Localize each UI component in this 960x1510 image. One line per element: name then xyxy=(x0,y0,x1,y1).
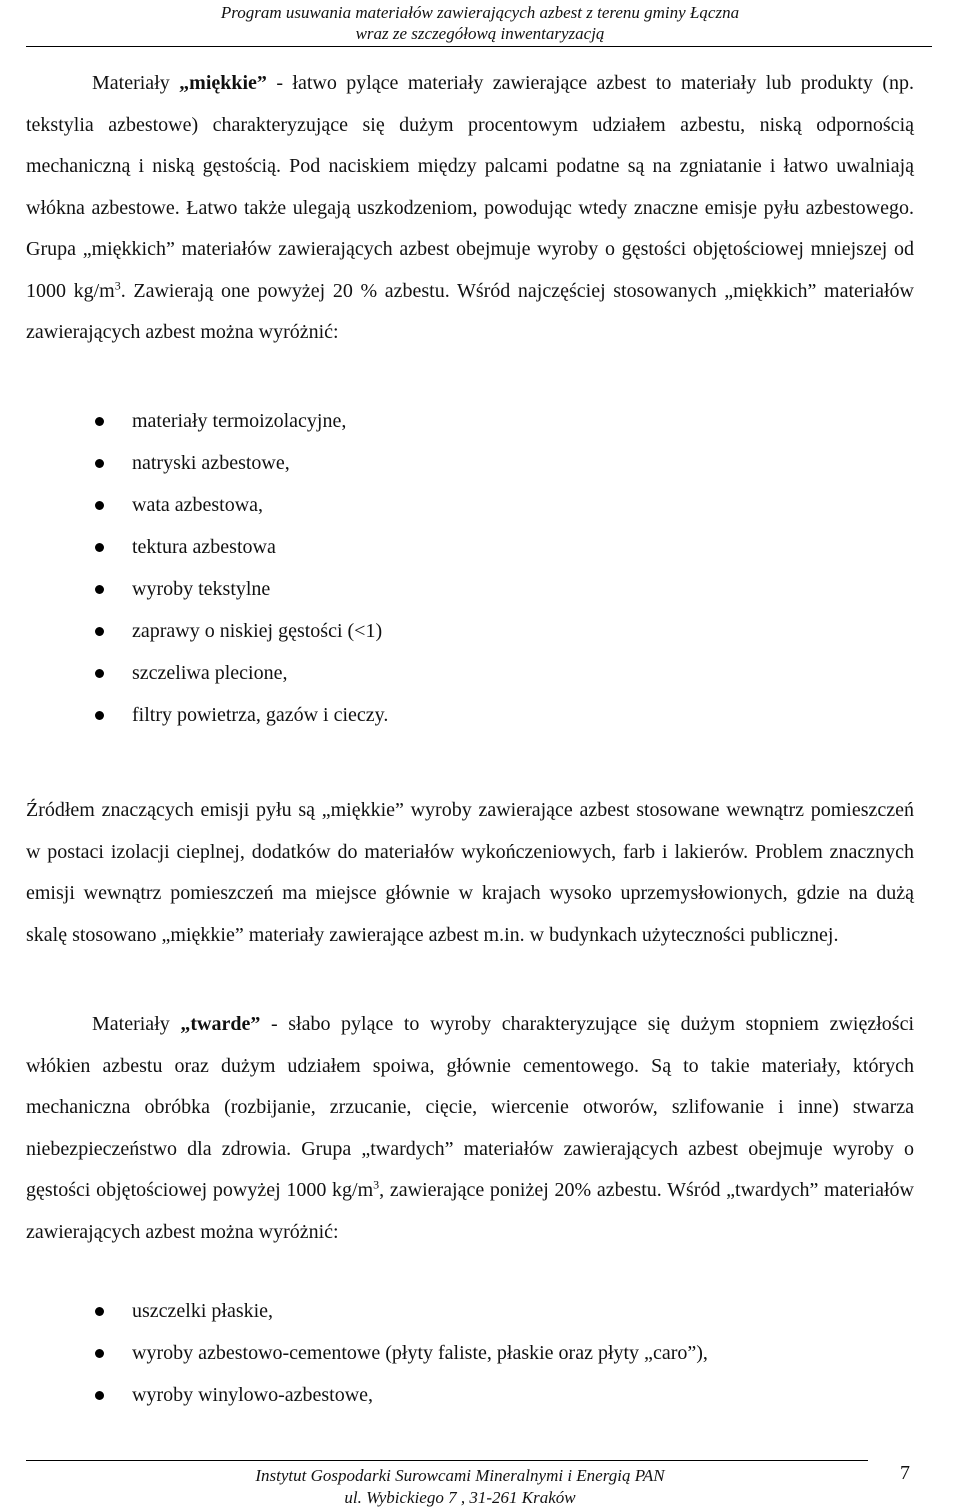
bullet-icon xyxy=(95,627,104,636)
hard-materials-list xyxy=(90,1290,708,1416)
list-item: filtry powietrza, gazów i cieczy. xyxy=(90,694,388,736)
soft-intro-text: Materiały xyxy=(92,72,180,94)
bullet-icon xyxy=(95,1307,104,1316)
list-item: wata azbestowa, xyxy=(90,484,388,526)
hard-term: „twarde” xyxy=(180,1013,261,1035)
soft-body-text-end: . Zawierają one powyżej 20 % azbestu. Wśród najczęściej stosowanych „miękkich” materiałów zawierających azbest można wyróżnić: xyxy=(26,279,914,343)
bullet-icon xyxy=(95,669,104,678)
soft-materials-list xyxy=(90,400,388,736)
bullet-icon xyxy=(95,501,104,510)
bullet-icon xyxy=(95,585,104,594)
list-item: szczeliwa plecione, xyxy=(90,652,388,694)
footer-divider xyxy=(26,1460,868,1461)
list-item: tektura azbestowa xyxy=(90,526,388,568)
list-item: materiały termoizolacyjne, xyxy=(90,400,388,442)
soft-superscript: 3 xyxy=(114,277,121,292)
hard-materials-paragraph xyxy=(26,1004,914,1253)
bullet-icon xyxy=(95,1391,104,1400)
list-item: wyroby azbestowo-cementowe (płyty faliste, płaskie oraz płyty „caro”), xyxy=(90,1332,708,1374)
bullet-icon xyxy=(95,711,104,720)
bullet-icon xyxy=(95,543,104,552)
running-footer xyxy=(210,1465,710,1509)
bullet-icon xyxy=(95,417,104,426)
bullet-icon xyxy=(95,459,104,468)
hard-intro-text: Materiały xyxy=(92,1013,181,1035)
soft-materials-paragraph xyxy=(26,63,914,354)
list-item: zaprawy o niskiej gęstości (<1) xyxy=(90,610,388,652)
soft-term: „miękkie” xyxy=(179,72,267,94)
hard-body-text-end: , zawierające poniżej 20% azbestu. Wśród „twardych” materiałów zawierających azbest można wyróżnić: xyxy=(26,1179,914,1243)
hard-body-text: - słabo pylące to wyroby charakteryzujące się dużym stopniem zwięzłości włókien azbestu oraz dużym udziałem spoiwa, głównie cementowego. Są to takie materiały, których mechaniczna obróbka (rozbijanie, zrzucanie, cięcie, wiercenie otworów, szlifowanie i inne) stwarza niebezpieczeństwo dla zdrowia. Grupa „twardych” materiałów zawierających azbest obejmuje wyroby o gęstości objętościowej powyżej 1000 kg/m xyxy=(26,1013,914,1201)
list-item: natryski azbestowe, xyxy=(90,442,388,484)
hard-superscript: 3 xyxy=(373,1177,380,1192)
list-item: wyroby tekstylne xyxy=(90,568,388,610)
header-line-2: wraz ze szczegółową inwentaryzacją xyxy=(355,24,605,43)
running-header xyxy=(0,2,960,44)
header-line-1: Program usuwania materiałów zawierających azbest z terenu gminy Łączna xyxy=(220,3,740,22)
bullet-icon xyxy=(95,1349,104,1358)
list-item: wyroby winylowo-azbestowe, xyxy=(90,1374,708,1416)
soft-body-text: - łatwo pylące materiały zawierające azbest to materiały lub produkty (np. tekstylia azbestowe) charakteryzujące się dużym procentowym udziałem azbestu, niską odpornością mechaniczną i niską gęstością. Pod naciskiem między palcami podatne są na zgniatanie i łatwo uwalniają włókna azbestowe. Łatwo także ulegają uszkodzeniom, powodując wtedy znaczne emisje pyłu azbestowego. Grupa „miękkich” materiałów zawierających azbest obejmuje wyroby o gęstości objętościowej mniejszej od 1000 kg/m xyxy=(26,72,914,302)
header-divider xyxy=(26,46,932,47)
page-number: 7 xyxy=(900,1462,910,1484)
emission-sources-paragraph: Źródłem znaczących emisji pyłu są „miękkie” wyroby zawierające azbest stosowane wewnątrz pomieszczeń w postaci izolacji cieplnej, dodatków do materiałów wykończeniowych, farb i lakierów. Problem znacznych emisji wewnątrz pomieszczeń ma miejsce głównie w krajach wysoko uprzemysłowionych, gdzie na dużą skalę stosowano „miękkie” materiały zawierające azbest m.in. w budynkach użyteczności publicznej. xyxy=(26,799,914,946)
footer-line-1: Instytut Gospodarki Surowcami Mineralnymi i Energią PAN xyxy=(255,1466,665,1485)
footer-line-2: ul. Wybickiego 7 , 31-261 Kraków xyxy=(344,1488,576,1507)
list-item: uszczelki płaskie, xyxy=(90,1290,708,1332)
